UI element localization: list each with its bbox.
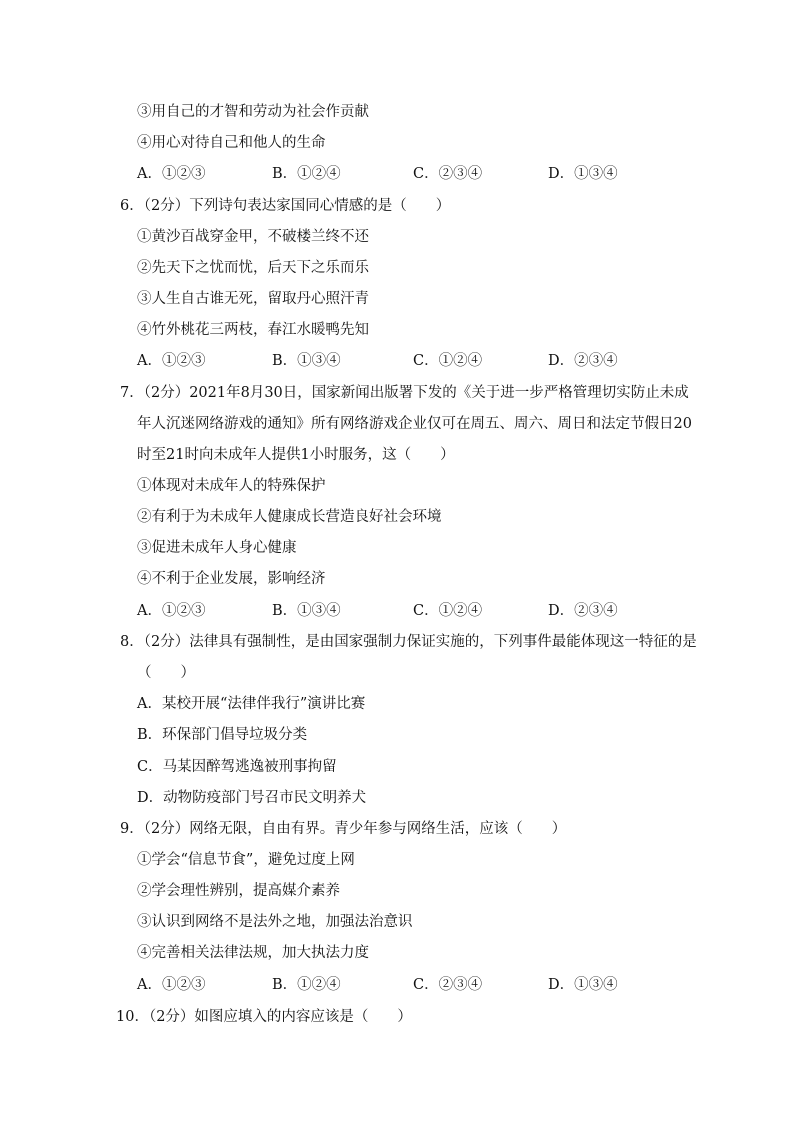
statement-q6-3: ③人生自古谁无死，留取丹心照汗青	[137, 291, 369, 307]
statement-q7-2: ②有利于为未成年人健康成长营造良好社会环境	[137, 509, 442, 525]
statement-q9-3: ③认识到网络不是法外之地，加强法治意识	[137, 914, 413, 930]
statement-q6-2: ②先天下之忧而忧，后天下之乐而乐	[137, 260, 369, 276]
option-q8-b[interactable]: B．环保部门倡导垃圾分类	[137, 727, 308, 743]
statement-q7-1: ①体现对未成年人的特殊保护	[137, 478, 326, 494]
statement-q5-4: ④用心对待自己和他人的生命	[137, 135, 326, 151]
option-q6-d[interactable]: D．②③④	[548, 353, 618, 369]
statement-q9-1: ①学会“信息节食”，避免过度上网	[137, 852, 355, 868]
option-q5-b[interactable]: B．①②④	[272, 166, 341, 182]
option-q7-b[interactable]: B．①③④	[272, 603, 341, 619]
question-9-stem: 9．（2分）网络无限，自由有界。青少年参与网络生活，应该（ ）	[120, 821, 567, 837]
option-q6-a[interactable]: A．①②③	[137, 353, 206, 369]
option-q9-d[interactable]: D．①③④	[548, 977, 618, 993]
option-q7-d[interactable]: D．②③④	[548, 603, 618, 619]
statement-q6-4: ④竹外桃花三两枝，春江水暖鸭先知	[137, 322, 369, 338]
statement-q6-1: ①黄沙百战穿金甲，不破楼兰终不还	[137, 229, 369, 245]
option-q5-c[interactable]: C．②③④	[413, 166, 483, 182]
option-q7-c[interactable]: C．①②④	[413, 603, 483, 619]
option-q6-b[interactable]: B．①③④	[272, 353, 341, 369]
statement-q7-4: ④不利于企业发展，影响经济	[137, 571, 326, 587]
option-q9-a[interactable]: A．①②③	[137, 977, 206, 993]
question-7-stem-line-3: 时至21时向未成年人提供1小时服务，这（ ）	[137, 447, 455, 463]
statement-q7-3: ③促进未成年人身心健康	[137, 540, 297, 556]
question-8-stem-line-1: 8．（2分）法律具有强制性，是由国家强制力保证实施的，下列事件最能体现这一特征的是	[120, 634, 697, 650]
option-q8-c[interactable]: C．马某因醉驾逃逸被刑事拘留	[137, 759, 337, 775]
question-7-stem-line-2: 年人沉迷网络游戏的通知》所有网络游戏企业仅可在周五、周六、周日和法定节假日20	[137, 416, 692, 432]
question-10-stem: 10．（2分）如图应填入的内容应该是（ ）	[116, 1009, 412, 1025]
option-q5-a[interactable]: A．①②③	[137, 166, 206, 182]
statement-q5-3: ③用自己的才智和劳动为社会作贡献	[137, 104, 369, 120]
option-q8-d[interactable]: D．动物防疫部门号召市民文明养犬	[137, 790, 367, 806]
statement-q9-2: ②学会理性辨别，提高媒介素养	[137, 883, 340, 899]
option-q5-d[interactable]: D．①③④	[548, 166, 618, 182]
question-8-stem-line-2: （ ）	[137, 665, 195, 681]
option-q7-a[interactable]: A．①②③	[137, 603, 206, 619]
option-q9-c[interactable]: C．②③④	[413, 977, 483, 993]
option-q8-a[interactable]: A．某校开展“法律伴我行”演讲比赛	[137, 696, 366, 712]
question-7-stem-line-1: 7．（2分）2021年8月30日，国家新闻出版署下发的《关于进一步严格管理切实防止未成	[120, 385, 689, 401]
option-q6-c[interactable]: C．①②④	[413, 353, 483, 369]
option-q9-b[interactable]: B．①②④	[272, 977, 341, 993]
statement-q9-4: ④完善相关法律法规，加大执法力度	[137, 945, 369, 961]
question-6-stem: 6．（2分）下列诗句表达家国同心情感的是（ ）	[120, 198, 451, 214]
